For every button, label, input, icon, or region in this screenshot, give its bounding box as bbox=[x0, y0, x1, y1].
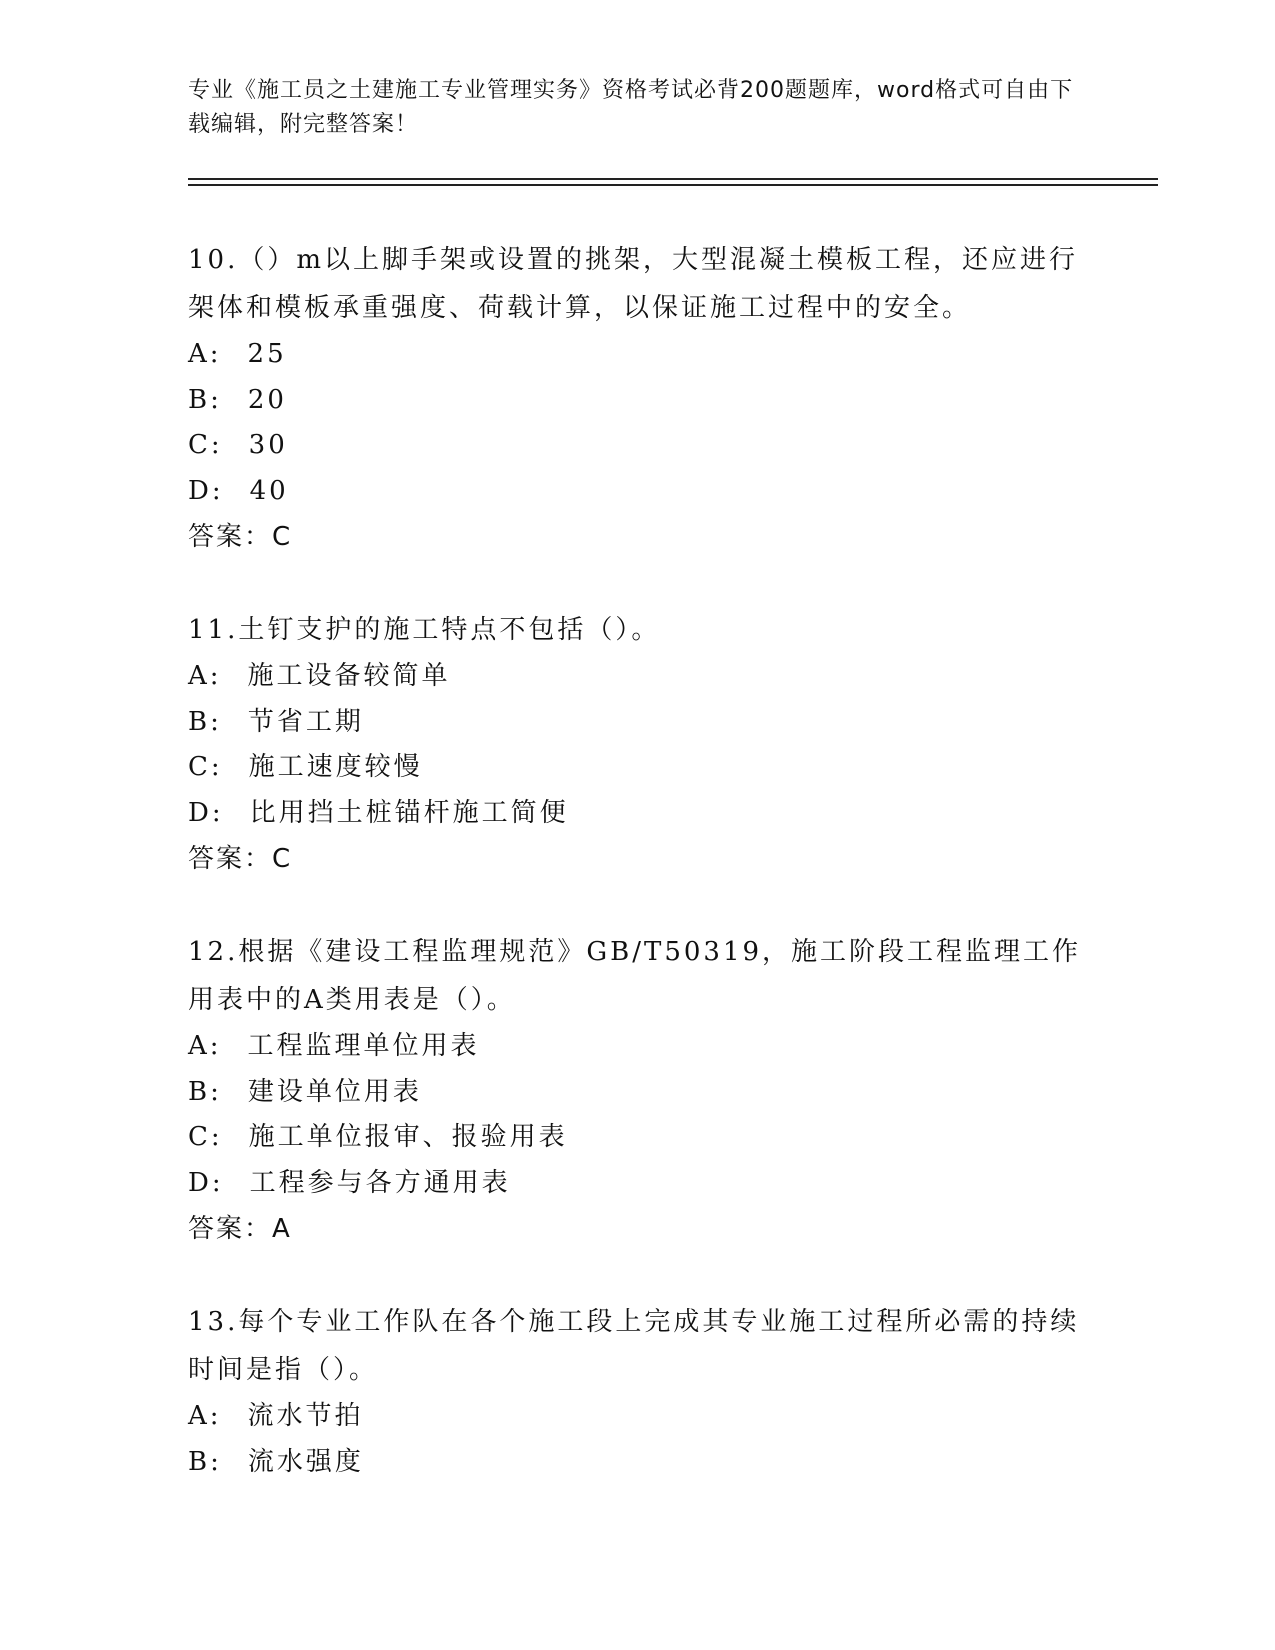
option-d bbox=[188, 1161, 1088, 1207]
answer-line: 答案：C bbox=[188, 522, 293, 552]
question-list bbox=[188, 236, 1088, 1531]
option-b bbox=[188, 1070, 1088, 1116]
option-letter: A: bbox=[188, 661, 222, 691]
question-text: 12.根据《建设工程监理规范》GB/T50319，施工阶段工程监理工作用表中的A类用表是（）。 bbox=[188, 937, 1082, 1015]
option-letter: D: bbox=[188, 1167, 224, 1198]
option-c bbox=[188, 745, 1088, 791]
option-a bbox=[188, 654, 1088, 700]
option-text: 30 bbox=[248, 430, 288, 460]
question-text: 11.土钉支护的施工特点不包括（）。 bbox=[188, 615, 661, 645]
option-letter: A: bbox=[188, 1031, 222, 1061]
header-divider-bottom bbox=[188, 184, 1158, 186]
option-b bbox=[188, 378, 1088, 424]
option-letter: D: bbox=[188, 475, 224, 506]
option-a bbox=[188, 1394, 1088, 1440]
option-letter: A: bbox=[188, 339, 222, 369]
option-text: 建设单位用表 bbox=[247, 1076, 422, 1107]
option-a bbox=[188, 1024, 1088, 1070]
option-letter: A: bbox=[188, 1401, 222, 1431]
option-text: 工程监理单位用表 bbox=[247, 1031, 480, 1061]
option-letter: B: bbox=[188, 706, 222, 737]
option-text: 施工单位报审、报验用表 bbox=[248, 1122, 568, 1152]
option-text: 40 bbox=[249, 475, 289, 506]
option-text: 工程参与各方通用表 bbox=[249, 1167, 511, 1198]
option-b bbox=[188, 700, 1088, 746]
option-d bbox=[188, 469, 1088, 515]
option-text: 流水节拍 bbox=[247, 1401, 364, 1431]
option-letter: C: bbox=[188, 752, 223, 782]
answer-line: 答案：C bbox=[188, 844, 293, 874]
option-text: 施工设备较简单 bbox=[247, 661, 451, 691]
question-11 bbox=[188, 606, 1088, 882]
question-12 bbox=[188, 928, 1088, 1252]
header-divider-top bbox=[188, 178, 1158, 180]
question-13 bbox=[188, 1298, 1088, 1485]
option-text: 流水强度 bbox=[247, 1446, 364, 1477]
question-10 bbox=[188, 236, 1088, 560]
document-header: 专业《施工员之土建施工专业管理实务》资格考试必背200题题库，word格式可自由下载编辑，附完整答案！ bbox=[188, 78, 1074, 137]
option-text: 25 bbox=[247, 339, 287, 369]
option-text: 比用挡土桩锚杆施工简便 bbox=[249, 797, 569, 828]
option-d bbox=[188, 791, 1088, 837]
option-letter: C: bbox=[188, 1122, 223, 1152]
option-b bbox=[188, 1440, 1088, 1486]
option-c bbox=[188, 423, 1088, 469]
option-letter: C: bbox=[188, 430, 223, 460]
question-text: 13.每个专业工作队在各个施工段上完成其专业施工过程所必需的持续时间是指（）。 bbox=[188, 1307, 1080, 1385]
option-letter: B: bbox=[188, 1446, 222, 1477]
option-a bbox=[188, 332, 1088, 378]
option-text: 20 bbox=[247, 384, 287, 415]
answer-line: 答案：A bbox=[188, 1214, 292, 1244]
option-c bbox=[188, 1115, 1088, 1161]
option-text: 节省工期 bbox=[247, 706, 364, 737]
option-letter: B: bbox=[188, 1076, 222, 1107]
option-letter: D: bbox=[188, 797, 224, 828]
option-text: 施工速度较慢 bbox=[248, 752, 423, 782]
option-letter: B: bbox=[188, 384, 222, 415]
question-text: 10.（）m以上脚手架或设置的挑架，大型混凝土模板工程，还应进行架体和模板承重强度、荷载计算，以保证施工过程中的安全。 bbox=[188, 245, 1079, 323]
